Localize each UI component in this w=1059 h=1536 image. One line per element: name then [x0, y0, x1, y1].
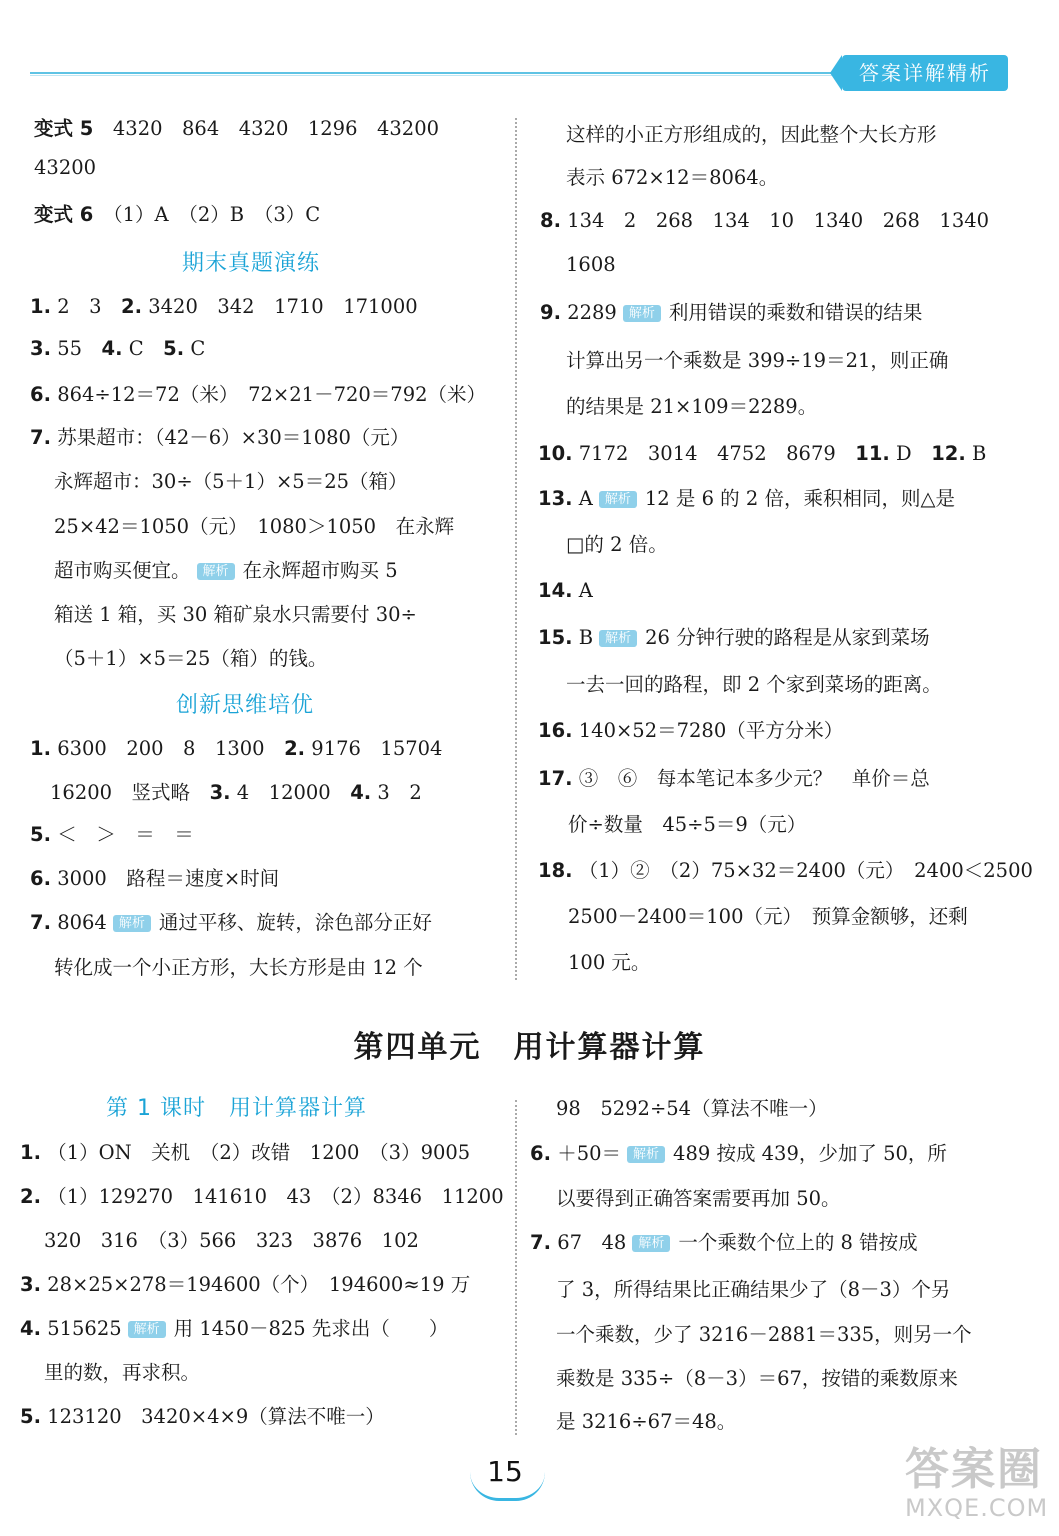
answer-line: 了 3，所得结果比正确结果少了（8－3）个另	[556, 1278, 951, 1301]
answer-line: 价÷数量 45÷5＝9（元）	[568, 813, 807, 836]
answer-line: 1. （1）ON 关机 （2）改错 1200 （3）9005	[20, 1141, 471, 1164]
answer-line: 乘数是 335÷（8－3）＝67，按错的乘数原来	[556, 1367, 958, 1390]
answer-line: 变式 6 （1）A （2）B （3）C	[34, 203, 321, 226]
answer-line: 2500－2400＝100（元） 预算金额够，还剩	[568, 905, 968, 928]
answer-line: 6. 3000 路程＝速度×时间	[30, 867, 280, 890]
answer-line: 9. 2289 解析 利用错误的乘数和错误的结果	[540, 301, 923, 324]
answer-line: 表示 672×12＝8064。	[566, 166, 779, 189]
answer-line: 这样的小正方形组成的，因此整个大长方形	[566, 123, 937, 146]
answer-line: 8. 134 2 268 134 10 1340 268 1340	[540, 209, 990, 232]
answer-line: 16200 竖式略 3. 4 12000 4. 3 2	[50, 781, 422, 804]
answer-line: 箱送 1 箱，买 30 箱矿泉水只需要付 30÷	[54, 603, 417, 626]
column-divider-lower	[515, 1100, 517, 1435]
header-rule	[30, 72, 850, 74]
watermark-logo	[905, 1445, 1055, 1530]
analysis-tag: 解析	[128, 1321, 166, 1338]
answer-line: 14. A	[538, 579, 593, 602]
answer-line: 4. 515625 解析 用 1450－825 先求出（ ）	[20, 1317, 449, 1340]
header-banner: 答案详解精析	[842, 55, 1008, 91]
answer-line: 13. A 解析 12 是 6 的 2 倍，乘积相同，则△是	[538, 487, 955, 510]
analysis-tag: 解析	[113, 915, 151, 932]
section-title: 期末真题演练	[182, 251, 321, 276]
analysis-tag: 解析	[632, 1235, 670, 1252]
answer-line: 一个乘数，少了 3216－2881＝335，则另一个	[556, 1323, 972, 1346]
answer-line: 17. ③ ⑥ 每本笔记本多少元？ 单价＝总	[538, 767, 930, 790]
answer-line: 转化成一个小正方形，大长方形是由 12 个	[54, 956, 423, 979]
analysis-tag: 解析	[599, 630, 637, 647]
answer-line: 25×42＝1050（元） 1080＞1050 在永辉	[54, 515, 455, 538]
answer-line: 3. 55 4. C 5. C	[30, 337, 206, 360]
section-title: 第 1 课时 用计算器计算	[106, 1096, 367, 1121]
answer-line: 变式 5 4320 864 4320 1296 43200	[34, 117, 440, 140]
column-divider	[515, 118, 517, 980]
answer-line: 7. 苏果超市：（42－6）×30＝1080（元）	[30, 426, 410, 449]
answer-line: 7. 67 48 解析 一个乘数个位上的 8 错按成	[530, 1231, 918, 1254]
answer-line: 43200	[34, 156, 97, 179]
section-title: 创新思维培优	[176, 693, 315, 718]
answer-line: 1. 2 3 2. 3420 342 1710 171000	[30, 295, 418, 318]
answer-line: 10. 7172 3014 4752 8679 11. D 12. B	[538, 442, 987, 465]
answer-line: 16. 140×52＝7280（平方分米）	[538, 719, 844, 742]
answer-line: 里的数，再求积。	[44, 1361, 201, 1384]
analysis-tag: 解析	[197, 563, 235, 580]
answer-line: 5. ＜ ＞ ＝ ＝	[30, 823, 194, 846]
answer-line: 是 3216÷67＝48。	[556, 1410, 737, 1433]
answer-line: 3. 28×25×278＝194600（个） 194600≈19 万	[20, 1273, 471, 1296]
unit-title: 第四单元 用计算器计算	[353, 1030, 706, 1065]
answer-line: 98 5292÷54（算法不唯一）	[556, 1097, 828, 1120]
analysis-tag: 解析	[599, 491, 637, 508]
answer-line: 一去一回的路程，即 2 个家到菜场的距离。	[566, 673, 942, 696]
page-number: 15	[487, 1455, 523, 1488]
answer-line: 1. 6300 200 8 1300 2. 9176 15704	[30, 737, 443, 760]
answer-line: 2. （1）129270 141610 43 （2）8346 11200	[20, 1185, 504, 1208]
watermark-text: 答案圈	[905, 1444, 1043, 1495]
answer-line: □的 2 倍。	[566, 533, 668, 556]
analysis-tag: 解析	[623, 305, 661, 322]
answer-line: 6. ＋50＝ 解析 489 按成 439，少加了 50，所	[530, 1142, 947, 1165]
answer-line: 5. 123120 3420×4×9（算法不唯一）	[20, 1405, 385, 1428]
answer-line: 永辉超市：30÷（5＋1）×5＝25（箱）	[54, 470, 408, 493]
answer-line: 1608	[566, 253, 616, 276]
answer-line: 以要得到正确答案需要再加 50。	[556, 1187, 841, 1210]
answer-line: 计算出另一个乘数是 399÷19＝21，则正确	[566, 349, 949, 372]
answer-line: （5＋1）×5＝25（箱）的钱。	[54, 647, 328, 670]
answer-line: 320 316 （3）566 323 3876 102	[44, 1229, 419, 1252]
watermark-url: MXQE.COM	[905, 1494, 1049, 1522]
analysis-tag: 解析	[627, 1146, 665, 1163]
answer-line: 18. （1）② （2）75×32＝2400（元） 2400＜2500	[538, 859, 1033, 882]
answer-line: 15. B 解析 26 分钟行驶的路程是从家到菜场	[538, 626, 930, 649]
answer-line: 超市购买便宜。 解析 在永辉超市购买 5	[54, 559, 398, 582]
answer-line: 7. 8064 解析 通过平移、旋转，涂色部分正好	[30, 911, 432, 934]
answer-line: 的结果是 21×109＝2289。	[566, 395, 818, 418]
answer-line: 100 元。	[568, 951, 651, 974]
header-rule-thin	[30, 75, 850, 76]
answer-line: 6. 864÷12＝72（米） 72×21－720＝792（米）	[30, 383, 487, 406]
